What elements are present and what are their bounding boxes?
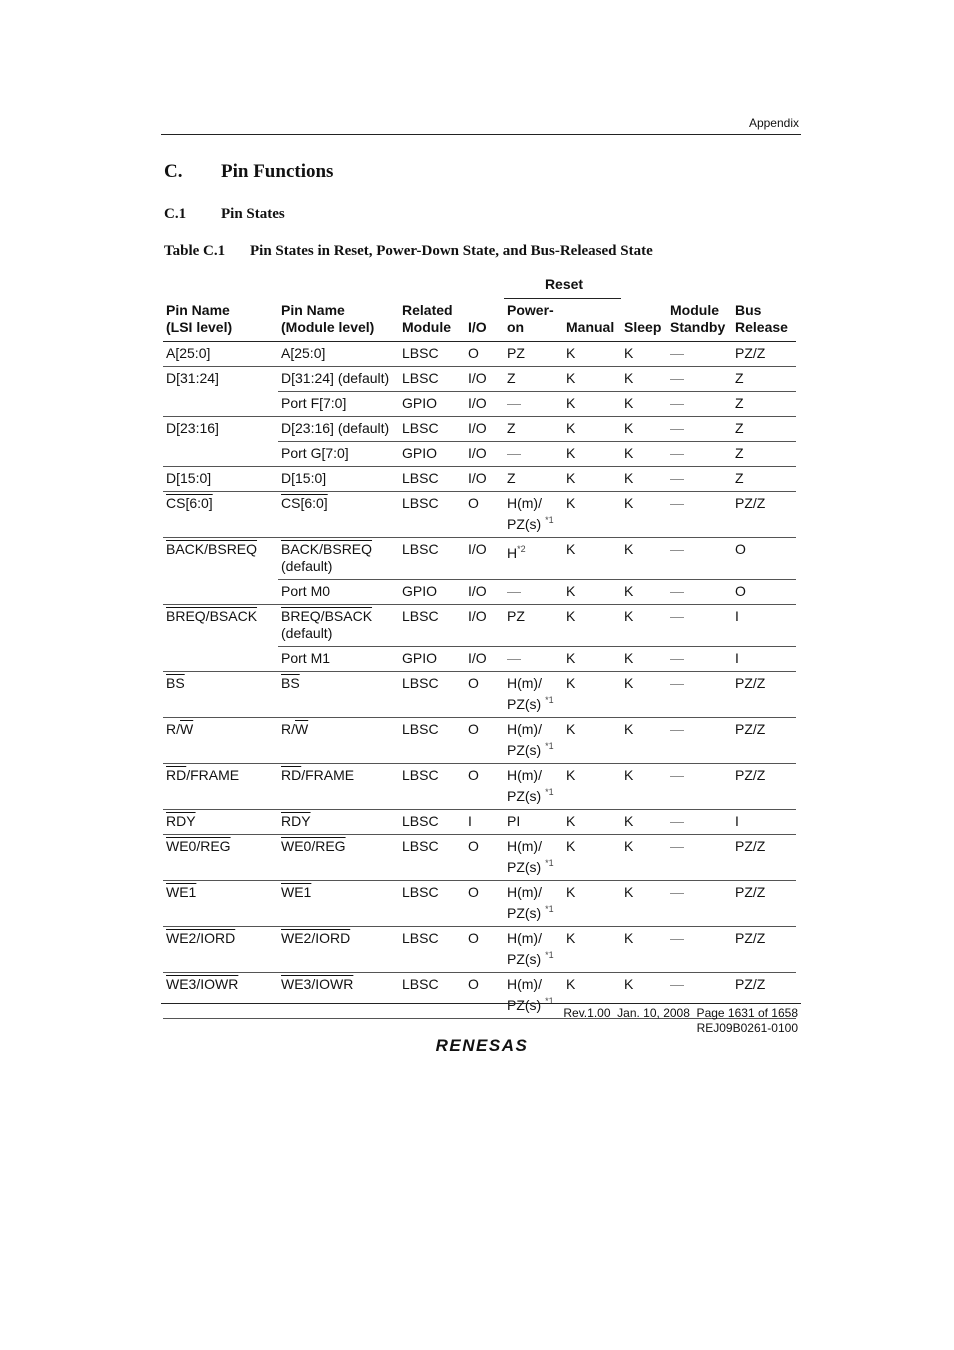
cell-pin-lsi: D[15:0] [163, 467, 278, 492]
cell-io: O [465, 672, 504, 718]
cell-io: O [465, 973, 504, 1019]
col-header-power-on: Power- on [504, 299, 563, 342]
subsection-number: C.1 [164, 206, 187, 222]
cell-manual: K [563, 442, 621, 467]
cell-pin-module: BACK/BSREQ (default) [278, 538, 399, 580]
cell-related-module: LBSC [399, 672, 465, 718]
cell-related-module: LBSC [399, 538, 465, 580]
cell-power-on: Z [504, 417, 563, 442]
cell-related-module: GPIO [399, 647, 465, 672]
table-row [163, 672, 796, 718]
table-row [163, 810, 796, 835]
cell-pin-lsi: WE2/IORD [166, 930, 236, 946]
cell-related-module: LBSC [399, 835, 465, 881]
cell-power-on: PI [504, 810, 563, 835]
cell-sleep: K [621, 672, 667, 718]
page-footer [563, 1006, 798, 1036]
cell-pin-lsi: $R/\overline{W}$ [163, 718, 278, 764]
cell-power-on: H(m)/ PZ(s) $^{*1}$ [504, 835, 563, 881]
cell-manual: K [563, 881, 621, 927]
logo-text: RENESAS [435, 1036, 529, 1055]
cell-power-on: H(m)/ PZ(s) $^{*1}$ [504, 718, 563, 764]
cell-power-on: H(m)/ PZ(s) $^{*1}$ [504, 881, 563, 927]
cell-module-standby: — [667, 810, 732, 835]
cell-bus-release: PZ/Z [732, 881, 796, 927]
cell-related-module: GPIO [399, 580, 465, 605]
cell-io: I/O [465, 538, 504, 580]
cell-io: I/O [465, 647, 504, 672]
cell-pin-module: D[15:0] [278, 467, 399, 492]
cell-io: I/O [465, 467, 504, 492]
cell-related-module: LBSC [399, 342, 465, 367]
cell-sleep: K [621, 417, 667, 442]
cell-module-standby: — [667, 881, 732, 927]
table-row [163, 718, 796, 764]
cell-pin-module: D[31:24] (default) [278, 367, 399, 392]
col-header-bus-release: Bus Release [732, 299, 796, 342]
cell-io: I/O [465, 605, 504, 647]
cell-power-on: Z [504, 367, 563, 392]
table-row [163, 467, 796, 492]
cell-pin-module: Port M1 [278, 647, 399, 672]
cell-module-standby: — [667, 973, 732, 1019]
footnote-marker: *1 [545, 695, 554, 705]
cell-bus-release: Z [732, 442, 796, 467]
cell-manual: K [563, 973, 621, 1019]
cell-pin-module: Port G[7:0] [278, 442, 399, 467]
cell-sleep: K [621, 718, 667, 764]
cell-bus-release: O [732, 538, 796, 580]
cell-power-on: Z [504, 467, 563, 492]
cell-related-module: LBSC [399, 881, 465, 927]
cell-sleep: K [621, 647, 667, 672]
doc-number: REJ09B0261-0100 [696, 1021, 798, 1035]
cell-related-module: LBSC [399, 492, 465, 538]
cell-manual: K [563, 718, 621, 764]
col-header-pin-module: Pin Name (Module level) [278, 299, 399, 342]
cell-pin-module: Port F[7:0] [278, 392, 399, 417]
cell-manual: K [563, 342, 621, 367]
cell-module-standby: — [667, 927, 732, 973]
cell-pin-lsi: $\overline{RDY}$ [166, 813, 196, 829]
cell-pin-lsi: BACK/BSREQ [166, 541, 258, 557]
cell-io: O [465, 927, 504, 973]
cell-pin-module: $\overline{RDY}$ [281, 813, 311, 829]
footnote-marker: *1 [545, 515, 554, 525]
subsection-title: Pin States [221, 206, 285, 222]
cell-io: I [465, 810, 504, 835]
cell-pin-module: $\overline{BS}$ [281, 675, 300, 691]
subsection-heading [164, 206, 285, 223]
section-title: Pin Functions [221, 161, 334, 182]
section-heading [164, 161, 333, 183]
cell-sleep: K [621, 492, 667, 538]
cell-sleep: K [621, 467, 667, 492]
cell-pin-module: WE0/REG [281, 838, 346, 854]
cell-power-on: H(m)/ PZ(s) $^{*1}$ [504, 927, 563, 973]
cell-pin-lsi: A[25:0] [163, 342, 278, 367]
cell-related-module: GPIO [399, 392, 465, 417]
cell-manual: K [563, 810, 621, 835]
cell-module-standby: — [667, 764, 732, 810]
cell-related-module: LBSC [399, 718, 465, 764]
cell-pin-module: $R/\overline{W}$ [278, 718, 399, 764]
cell-module-standby: — [667, 367, 732, 392]
cell-module-standby: — [667, 492, 732, 538]
cell-sleep: K [621, 881, 667, 927]
col-header-pin-lsi: Pin Name (LSI level) [163, 299, 278, 342]
cell-sleep: K [621, 342, 667, 367]
cell-related-module: LBSC [399, 927, 465, 973]
cell-power-on: H(m)/ PZ(s) $^{*1}$ [504, 672, 563, 718]
cell-sleep: K [621, 392, 667, 417]
cell-manual: K [563, 672, 621, 718]
cell-io: I/O [465, 417, 504, 442]
col-header-module-standby: Module Standby [667, 299, 732, 342]
cell-manual: K [563, 417, 621, 442]
cell-power-on: H(m)/ PZ(s) $^{*1}$ [504, 973, 563, 1019]
pin-states-table [163, 270, 796, 1019]
cell-related-module: LBSC [399, 467, 465, 492]
cell-sleep: K [621, 835, 667, 881]
running-header: Appendix [748, 116, 799, 130]
cell-related-module: LBSC [399, 973, 465, 1019]
cell-manual: K [563, 392, 621, 417]
table-row [163, 492, 796, 538]
cell-pin-lsi: $\overline{BS}$ [166, 675, 185, 691]
cell-pin-module: A[25:0] [278, 342, 399, 367]
cell-module-standby: — [667, 835, 732, 881]
cell-pin-module: WE1 [281, 884, 312, 900]
cell-io: O [465, 342, 504, 367]
cell-pin-lsi [163, 442, 278, 467]
reset-group-header: Reset [504, 270, 621, 299]
footnote-marker: *1 [545, 858, 554, 868]
table-caption-title: Pin States in Reset, Power-Down State, and Bus-Released State [250, 243, 653, 259]
cell-io: I/O [465, 442, 504, 467]
section-number: C. [164, 161, 183, 182]
cell-power-on: — [504, 392, 563, 417]
footnote-marker: *2 [517, 544, 526, 554]
cell-io: I/O [465, 392, 504, 417]
cell-io: O [465, 764, 504, 810]
cell-bus-release: PZ/Z [732, 718, 796, 764]
cell-module-standby: — [667, 672, 732, 718]
cell-pin-lsi [163, 647, 278, 672]
cell-power-on: $H^{*2}$ [504, 538, 563, 580]
cell-bus-release: Z [732, 417, 796, 442]
cell-io: O [465, 492, 504, 538]
cell-bus-release: PZ/Z [732, 342, 796, 367]
footnote-marker: *1 [545, 950, 554, 960]
table-caption-number: Table C.1 [164, 243, 226, 259]
table-row [163, 538, 796, 580]
cell-bus-release: I [732, 647, 796, 672]
cell-power-on: PZ [504, 342, 563, 367]
cell-power-on: — [504, 580, 563, 605]
cell-pin-module: WE3/IOWR [281, 976, 354, 992]
cell-manual: K [563, 764, 621, 810]
footnote-marker: *1 [545, 741, 554, 751]
cell-sleep: K [621, 538, 667, 580]
cell-power-on: — [504, 442, 563, 467]
table-row [163, 392, 796, 417]
cell-pin-lsi: WE0/REG [166, 838, 231, 854]
cell-pin-module: CS[6:0] [281, 495, 328, 511]
cell-module-standby: — [667, 342, 732, 367]
cell-pin-lsi: $\overline{RD}$/FRAME [163, 764, 278, 810]
header-rule [161, 134, 801, 135]
cell-manual: K [563, 605, 621, 647]
table-caption [164, 243, 653, 260]
cell-sleep: K [621, 442, 667, 467]
cell-manual: K [563, 492, 621, 538]
table-row [163, 647, 796, 672]
cell-io: O [465, 835, 504, 881]
cell-module-standby: — [667, 392, 732, 417]
cell-sleep: K [621, 810, 667, 835]
table-row [163, 442, 796, 467]
cell-manual: K [563, 538, 621, 580]
col-header-manual: Manual [563, 299, 621, 342]
cell-io: I/O [465, 367, 504, 392]
footnote-marker: *1 [545, 904, 554, 914]
cell-module-standby: — [667, 538, 732, 580]
cell-bus-release: I [732, 810, 796, 835]
cell-related-module: LBSC [399, 367, 465, 392]
cell-related-module: LBSC [399, 605, 465, 647]
cell-pin-module: BREQ/BSACK (default) [278, 605, 399, 647]
cell-bus-release: I [732, 605, 796, 647]
cell-module-standby: — [667, 467, 732, 492]
cell-bus-release: PZ/Z [732, 835, 796, 881]
cell-pin-module: Port M0 [278, 580, 399, 605]
cell-pin-lsi [163, 580, 278, 605]
table-header-row [163, 299, 796, 342]
cell-power-on: — [504, 647, 563, 672]
cell-module-standby: — [667, 647, 732, 672]
cell-module-standby: — [667, 442, 732, 467]
cell-io: O [465, 718, 504, 764]
cell-bus-release: PZ/Z [732, 927, 796, 973]
cell-module-standby: — [667, 718, 732, 764]
cell-pin-module: D[23:16] (default) [278, 417, 399, 442]
cell-module-standby: — [667, 580, 732, 605]
cell-bus-release: Z [732, 467, 796, 492]
cell-bus-release: Z [732, 367, 796, 392]
cell-pin-lsi: D[31:24] [166, 370, 219, 386]
cell-bus-release: PZ/Z [732, 672, 796, 718]
table-row [163, 367, 796, 392]
col-header-io: I/O [465, 299, 504, 342]
cell-related-module: LBSC [399, 417, 465, 442]
cell-power-on: H(m)/ PZ(s) $^{*1}$ [504, 492, 563, 538]
renesas-logo [423, 1035, 541, 1055]
cell-bus-release: PZ/Z [732, 764, 796, 810]
cell-pin-lsi: WE1 [166, 884, 197, 900]
cell-sleep: K [621, 580, 667, 605]
cell-power-on: H(m)/ PZ(s) $^{*1}$ [504, 764, 563, 810]
cell-module-standby: — [667, 605, 732, 647]
cell-bus-release: PZ/Z [732, 492, 796, 538]
cell-io: I/O [465, 580, 504, 605]
cell-pin-lsi: WE3/IOWR [166, 976, 239, 992]
table-row [163, 764, 796, 810]
cell-power-on: PZ [504, 605, 563, 647]
cell-manual: K [563, 835, 621, 881]
cell-manual: K [563, 580, 621, 605]
cell-manual: K [563, 927, 621, 973]
cell-module-standby: — [667, 417, 732, 442]
cell-related-module: LBSC [399, 764, 465, 810]
cell-manual: K [563, 467, 621, 492]
cell-io: O [465, 881, 504, 927]
table-row [163, 881, 796, 927]
cell-pin-lsi [163, 392, 278, 417]
cell-manual: K [563, 647, 621, 672]
page-info: Rev.1.00 Jan. 10, 2008 Page 1631 of 1658 [563, 1006, 798, 1020]
cell-bus-release: PZ/Z [732, 973, 796, 1019]
cell-pin-module: WE2/IORD [281, 930, 351, 946]
table-row [163, 927, 796, 973]
table-header-group-row [163, 270, 796, 299]
col-header-related-module: Related Module [399, 299, 465, 342]
table-row [163, 605, 796, 647]
table-row [163, 835, 796, 881]
cell-pin-lsi: D[23:16] [166, 420, 219, 436]
cell-pin-module: $\overline{RD}$/FRAME [278, 764, 399, 810]
cell-pin-lsi: CS[6:0] [166, 495, 213, 511]
footer-rule [161, 1003, 801, 1004]
cell-manual: K [563, 367, 621, 392]
cell-related-module: LBSC [399, 810, 465, 835]
cell-sleep: K [621, 973, 667, 1019]
cell-bus-release: Z [732, 392, 796, 417]
col-header-sleep: Sleep [621, 299, 667, 342]
cell-sleep: K [621, 367, 667, 392]
cell-sleep: K [621, 764, 667, 810]
cell-related-module: GPIO [399, 442, 465, 467]
table-row [163, 417, 796, 442]
table-row [163, 342, 796, 367]
table-row [163, 580, 796, 605]
cell-sleep: K [621, 605, 667, 647]
cell-pin-lsi: BREQ/BSACK [166, 608, 258, 624]
footnote-marker: *1 [545, 996, 554, 1006]
footnote-marker: *1 [545, 787, 554, 797]
cell-bus-release: O [732, 580, 796, 605]
cell-sleep: K [621, 927, 667, 973]
